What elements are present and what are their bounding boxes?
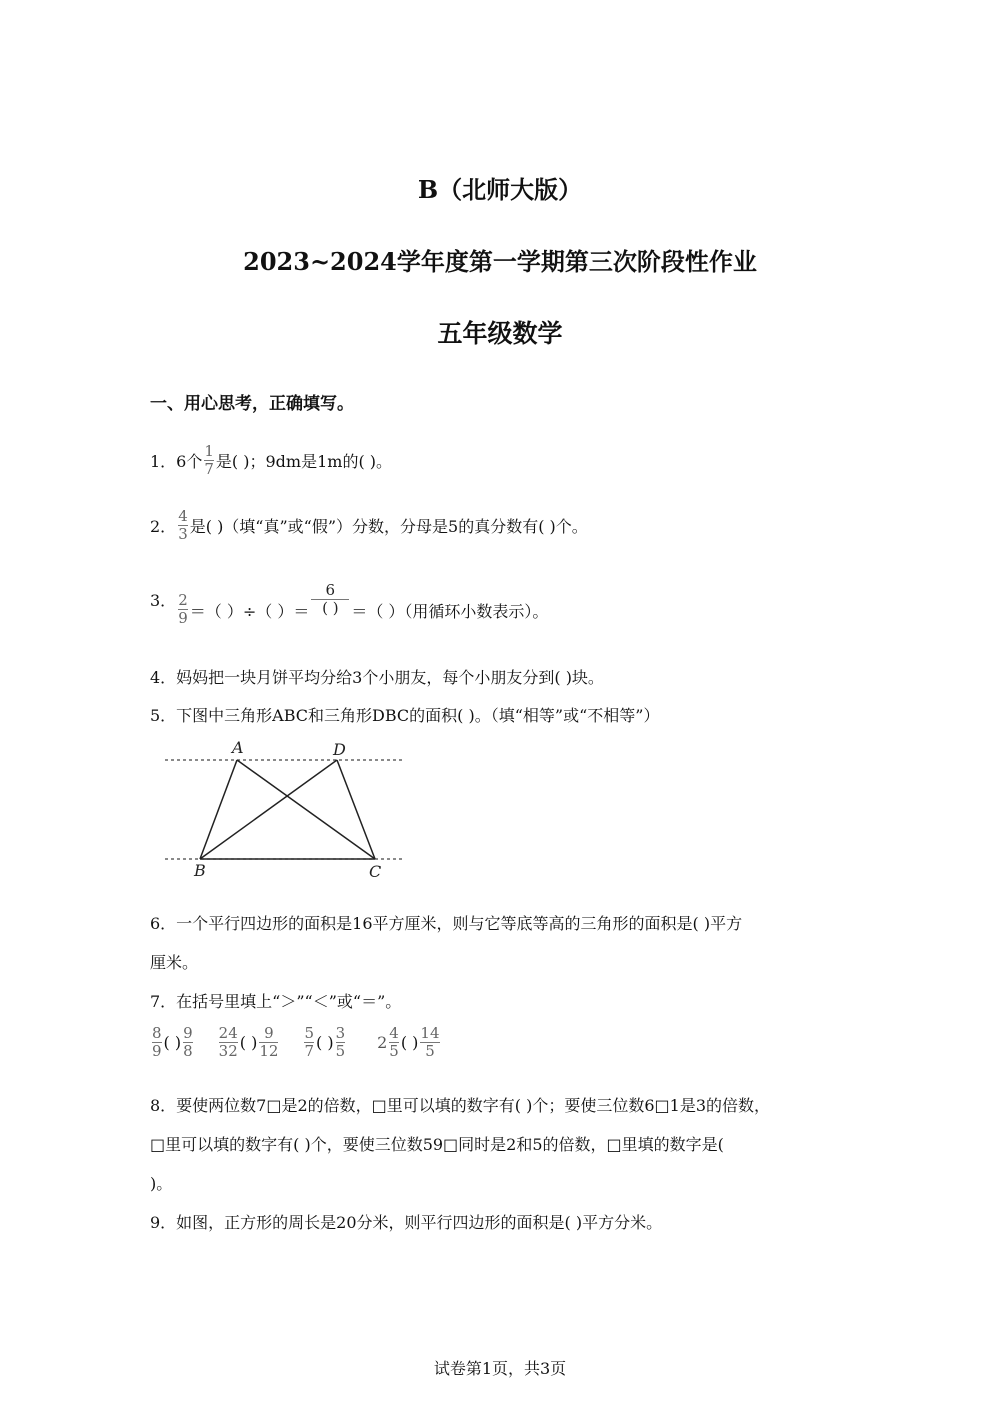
segment-ac [237, 760, 375, 859]
fraction-denominator: 7 [304, 1042, 314, 1060]
question-8-line-2: □里可以填的数字有( )个，要使三位数59□同时是2和5的倍数，□里填的数字是( [150, 1135, 724, 1154]
q7-p3-blank[interactable]: ( ) [315, 1033, 334, 1052]
q7-p2-right [259, 1025, 278, 1060]
q1-text-b: 是( )；9dm是1m的( )。 [215, 452, 393, 471]
question-5: 5．下图中三角形ABC和三角形DBC的面积( )。（填“相等”或“不相等”） [150, 706, 660, 725]
q3-text-a: 3． [150, 591, 177, 610]
q3-text-c: ＝（ ）（用循环小数表示）。 [351, 602, 549, 621]
fraction-numerator: 6 [325, 581, 336, 599]
q3-fraction-2 [311, 582, 349, 617]
fraction-numerator: 2 [178, 591, 188, 609]
question-8-line-1: 8．要使两位数7□是2的倍数，□里可以填的数字有( )个；要使三位数6□1是3的倍数， [150, 1096, 771, 1115]
fraction-denominator: 5 [389, 1042, 399, 1060]
question-3 [150, 572, 548, 627]
fraction-numerator: 5 [304, 1024, 314, 1042]
q7-p1-right [183, 1025, 193, 1060]
q2-fraction [178, 508, 188, 543]
q7-p2-blank[interactable]: ( ) [239, 1033, 258, 1052]
question-6-line-2: 厘米。 [150, 953, 199, 972]
fraction-denominator: 3 [178, 525, 188, 543]
q3-fraction [178, 592, 188, 627]
fraction-denominator: 7 [204, 460, 214, 478]
fraction-numerator: 8 [152, 1024, 162, 1042]
q7-p4-blank[interactable]: ( ) [400, 1033, 419, 1052]
label-d: D [333, 740, 346, 759]
question-8-line-3: )。 [150, 1174, 173, 1193]
paper-version-title: B（北师大版） [417, 175, 583, 204]
q7-p4-left [389, 1025, 399, 1060]
fraction-denominator: 5 [425, 1042, 435, 1060]
question-2 [150, 508, 588, 543]
label-b: B [194, 861, 206, 880]
q7-p1-blank[interactable]: ( ) [163, 1033, 182, 1052]
q2-text-a: 2． [150, 517, 177, 536]
fraction-denominator: 5 [335, 1042, 346, 1060]
fraction-numerator: 9 [183, 1024, 193, 1042]
q1-fraction [204, 443, 214, 478]
fraction-denominator: 9 [152, 1042, 162, 1060]
q3-text-b: ＝（ ）÷（ ）＝ [189, 602, 310, 621]
fraction-denominator: 8 [183, 1042, 193, 1060]
subject-title: 五年级数学 [437, 319, 563, 348]
q7-p4-whole: 2 [377, 1033, 388, 1052]
fraction-denominator: 12 [259, 1042, 279, 1060]
q7-p2-left [219, 1025, 238, 1060]
question-9: 9．如图，正方形的周长是20分米，则平行四边形的面积是( )平方分米。 [150, 1213, 663, 1232]
q1-text-a: 1．6个 [150, 452, 203, 471]
segment-ab [200, 760, 237, 859]
q2-text-b: 是( )（填“真”或“假”）分数，分母是5的真分数有( )个。 [189, 517, 588, 536]
q7-p3-left [304, 1025, 314, 1060]
question-6-line-1: 6．一个平行四边形的面积是16平方厘米，则与它等底等高的三角形的面积是( )平方 [150, 914, 743, 933]
exam-title: 2023~2024学年度第一学期第三次阶段性作业 [243, 247, 757, 276]
segment-dc [337, 760, 375, 859]
fraction-numerator: 9 [264, 1024, 274, 1042]
fraction-denominator: 9 [178, 609, 188, 627]
q7-p3-right [336, 1025, 346, 1060]
fraction-numerator: 24 [218, 1024, 238, 1042]
segment-db [200, 760, 337, 859]
fraction-denominator: 32 [218, 1042, 238, 1060]
section-heading: 一、用心思考，正确填写。 [150, 394, 354, 414]
fraction-numerator: 4 [178, 507, 188, 525]
label-a: A [232, 738, 244, 757]
triangle-figure [165, 735, 410, 885]
fraction-numerator: 14 [420, 1024, 440, 1042]
q7-p1-left [152, 1025, 162, 1060]
question-7-items [150, 1025, 442, 1060]
fraction-numerator: 1 [204, 442, 214, 460]
q7-p4-right [420, 1025, 439, 1060]
fraction-numerator: 3 [335, 1024, 346, 1042]
fraction-numerator: 4 [389, 1024, 399, 1042]
page-footer: 试卷第1页，共3页 [433, 1359, 567, 1378]
fraction-denominator: ( ) [322, 599, 339, 617]
question-4: 4．妈妈把一块月饼平均分给3个小朋友，每个小朋友分到( )块。 [150, 668, 604, 687]
question-7: 7．在括号里填上“＞”“＜”或“＝”。 [150, 992, 402, 1011]
question-1 [150, 443, 392, 478]
label-c: C [369, 862, 382, 881]
